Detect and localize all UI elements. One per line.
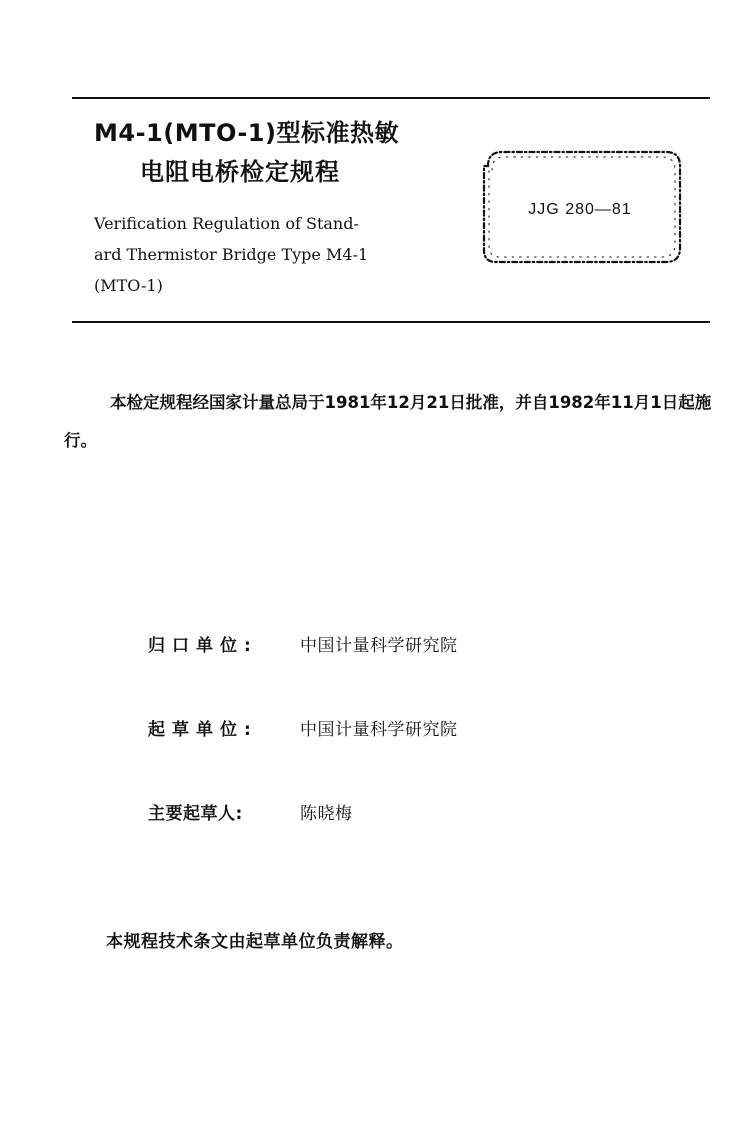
header-bottom-rule	[72, 321, 710, 323]
header-top-rule	[72, 97, 710, 99]
centralizing-unit-label: 归口单位:	[148, 636, 258, 656]
approval-statement: 本检定规程经国家计量总局于1981年12月21日批准，并自1982年11月1日起施行。	[64, 393, 712, 450]
drafting-unit-label: 起草单位:	[148, 720, 258, 740]
standard-number: JJG 280—81	[528, 201, 632, 218]
english-title-line-2: ard Thermistor Bridge Type M4-1	[94, 245, 369, 264]
interpretation-statement: 本规程技术条文由起草单位负责解释。	[106, 932, 404, 952]
english-title-line-3: (MTO-1)	[94, 276, 163, 295]
english-title-line-1: Verification Regulation of Stand-	[94, 214, 359, 233]
main-drafter-label: 主要起草人:	[148, 804, 243, 824]
title-line-2: 电阻电桥检定规程	[140, 158, 340, 186]
drafting-unit-value: 中国计量科学研究院	[300, 720, 458, 740]
main-drafter-value: 陈晓梅	[300, 804, 353, 824]
standard-number-box	[476, 144, 684, 270]
centralizing-unit-value: 中国计量科学研究院	[300, 636, 458, 656]
title-line-1: M4-1(MTO-1)型标准热敏	[94, 119, 399, 147]
